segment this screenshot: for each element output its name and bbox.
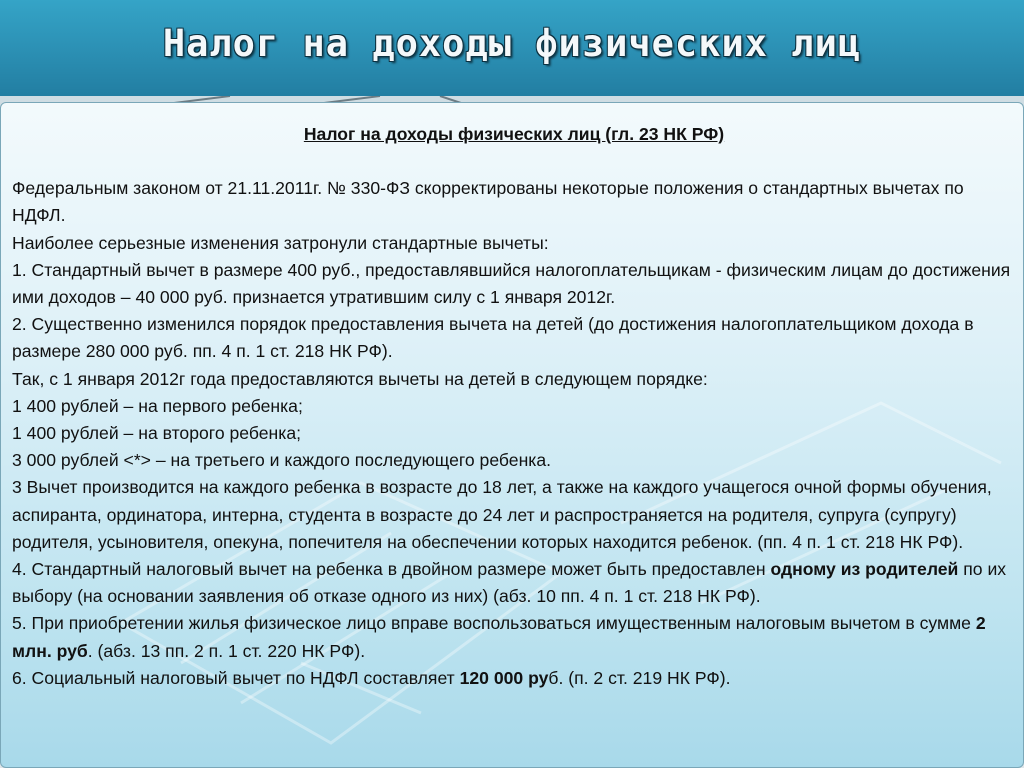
paragraph-item-5-text: 5. При приобретении жилья физическое лицо вправе воспользоваться имущественным налоговым вычетом в сумме: [12, 613, 976, 634]
document-body: [12, 121, 1016, 692]
paragraph-order: Так, с 1 января 2012г года предоставляются вычеты на детей в следующем порядке:: [12, 368, 708, 389]
paragraph-item-3: 3 Вычет производится на каждого ребенка в возрасте до 18 лет, а также на каждого учащегося очной формы обучения, аспиранта, ординатора, интерна, студента в возрасте до 24 лет и распространяется на родителя, супруга (супругу) родителя, усыновителя, опекуна, попечителя на обеспечении которых находится ребенок. (пп. 4 п. 1 ст. 218 НК РФ).: [12, 477, 992, 552]
paragraph-second-child: 1 400 рублей – на второго ребенка;: [12, 423, 301, 444]
paragraph-item-5-bold: 2 млн. руб: [12, 613, 986, 661]
paragraph-first-child: 1 400 рублей – на первого ребенка;: [12, 395, 303, 416]
paragraph-item-5-tail: . (абз. 13 пп. 2 п. 1 ст. 220 НК РФ).: [87, 640, 366, 661]
paragraph-item-4-bold: одному из родителей: [770, 559, 959, 580]
slide-title: Налог на доходы физических лиц: [162, 22, 862, 65]
title-banner: [0, 0, 1024, 98]
paragraph-item-6: [12, 665, 1016, 692]
paragraph-item-6-text: 6. Социальный налоговый вычет по НДФЛ составляет: [12, 667, 460, 688]
paragraph-item-1: 1. Стандартный вычет в размере 400 руб., предоставлявшийся налогоплательщикам - физическим лицам до достижения ими доходов – 40 000 руб. признается утратившим силу с 1 января 2012г.: [12, 259, 1011, 308]
paragraph-item-4: [12, 556, 1016, 610]
paragraph-item-6-bold: 120 000 ру: [459, 667, 549, 688]
paragraph-third-child: 3 000 рублей <*> – на третьего и каждого последующего ребенка.: [12, 450, 552, 471]
section-heading: Налог на доходы физических лиц (гл. 23 НК РФ): [303, 124, 725, 144]
paragraph-item-2: 2. Существенно изменился порядок предоставления вычета на детей (до достижения налогоплательщиком дохода в размере 280 000 руб. пп. 4 п. 1 ст. 218 НК РФ).: [12, 314, 974, 362]
paragraph-law: Федеральным законом от 21.11.2011г. № 330-ФЗ скорректированы некоторые положения о стандартных вычетах по НДФЛ.: [12, 178, 964, 226]
paragraph-item-4-text: 4. Стандартный налоговый вычет на ребенка в двойном размере может быть предоставлен: [12, 559, 771, 580]
paragraph-item-4-tail: по их выбору (на основании заявления об отказе одного из них) (абз. 10 пп. 4 п. 1 ст. 218 НК РФ).: [12, 559, 1007, 607]
paragraph-item-6-tail: б. (п. 2 ст. 219 НК РФ).: [548, 667, 731, 688]
paragraph-item-5: [12, 610, 1016, 664]
paragraph-changes: Наиболее серьезные изменения затронули стандартные вычеты:: [12, 232, 549, 253]
content-panel: [0, 102, 1024, 768]
